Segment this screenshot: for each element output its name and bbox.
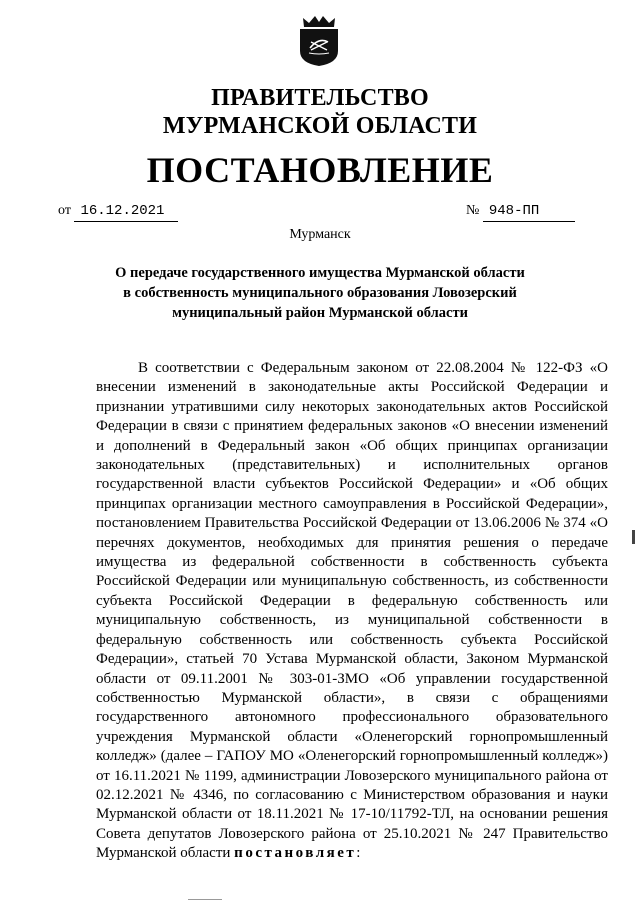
document-subject [100,263,540,323]
city-name: Мурманск [289,227,351,242]
scan-footer-mark [188,899,222,900]
document-date [58,201,178,222]
subject-line-3: муниципальный район Мурманской области [172,305,468,321]
subject-line-2: в собственность муниципального образования Ловозерский [123,285,517,301]
date-prefix: от [58,203,71,218]
decree-colon: : [356,845,361,862]
document-number [466,201,575,222]
government-line-1: ПРАВИТЕЛЬСТВО [211,85,429,111]
number-value: 948-ПП [483,201,575,222]
scan-edge-mark [632,530,635,544]
government-line-2: МУРМАНСКОЙ ОБЛАСТИ [162,113,478,139]
date-value: 16.12.2021 [74,201,178,222]
murmansk-coat-of-arms-icon [297,15,341,67]
number-prefix: № [466,203,480,218]
body-text: В соответствии с Федеральным законом от 22.08.2004 № 122-ФЗ «О внесении изменений в законодательные акты Российской Федерации и признании утратившими силу некоторых законодательных актов Российской Федерации в связи с принятием федеральных законов «О внесении изменений и дополнений в Федеральный закон «Об общих принципах организации законодательных (представительных) и исполнительных органов государственной власти субъектов Российской Федерации» и «Об общих принципах организации местного самоуправления в Российской Федерации», постановлением Правительства Российской Федерации от 13.06.2006 № 374 «О перечнях документов, необходимых для принятия решения о передаче имущества из федеральной собственности в собственность субъекта Российской Федерации или муниципальную собственность, из собственности субъекта Российской Федерации в федеральную собственность или муниципальную собственность, из муниципальной собственности в федеральную собственность или собственность субъекта Российской Федерации», статьей 70 Устава Мурманской области, Законом Мурманской области от 09.11.2001 № 303-01-ЗМО «Об управлении государственной собственностью Мурманской области», в связи с обращениями государственного автономного профессионального образовательного учреждения Мурманской области «Оленегорский горнопромышленный колледж» (далее – ГАПОУ МО «Оленегорский горнопромышленный колледж») от 16.11.2021 № 1199, администрации Ловозерского муниципального района от 02.12.2021 № 4346, по согласованию с Министерством образования и науки Мурманской области от 18.11.2021 № 17-10/11792-ТЛ, на основании решения Совета депутатов Ловозерского района от 25.10.2021 № 247 Правительство Мурманской области [96,360,608,862]
decree-word: постановляет [234,845,357,862]
document-type-title: ПОСТАНОВЛЕНИЕ [146,150,494,190]
government-name [0,84,640,140]
body-paragraph [96,359,608,864]
subject-line-1: О передаче государственного имущества Мурманской области [115,265,525,281]
